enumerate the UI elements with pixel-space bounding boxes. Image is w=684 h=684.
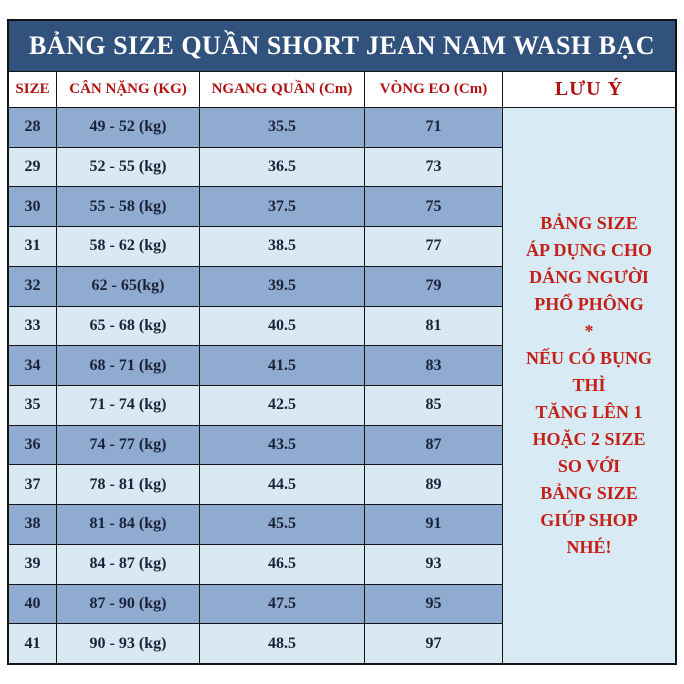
cell-waist: 91 [365, 505, 502, 544]
cell-weight: 62 - 65(kg) [57, 267, 199, 306]
cell-waist: 75 [365, 187, 502, 226]
cell-waist: 73 [365, 148, 502, 187]
cell-hip-width: 47.5 [200, 585, 364, 624]
cell-weight: 81 - 84 (kg) [57, 505, 199, 544]
cell-size: 37 [9, 465, 56, 504]
cell-waist: 79 [365, 267, 502, 306]
cell-weight: 90 - 93 (kg) [57, 624, 199, 663]
cell-size: 40 [9, 585, 56, 624]
cell-hip-width: 37.5 [200, 187, 364, 226]
cell-waist: 81 [365, 307, 502, 346]
note-line: ÁP DỤNG CHO [526, 240, 652, 260]
cell-size: 41 [9, 624, 56, 663]
note-cell [503, 108, 675, 663]
header-size: SIZE [9, 72, 56, 107]
cell-weight: 52 - 55 (kg) [57, 148, 199, 187]
note-line: SO VỚI [557, 456, 621, 476]
cell-size: 29 [9, 148, 56, 187]
cell-weight: 74 - 77 (kg) [57, 426, 199, 465]
cell-weight: 65 - 68 (kg) [57, 307, 199, 346]
cell-hip-width: 44.5 [200, 465, 364, 504]
cell-waist: 89 [365, 465, 502, 504]
cell-size: 32 [9, 267, 56, 306]
size-chart-table [7, 19, 677, 665]
cell-hip-width: 39.5 [200, 267, 364, 306]
cell-size: 39 [9, 545, 56, 584]
note-line: GIÚP SHOP [540, 510, 638, 530]
cell-hip-width: 41.5 [200, 346, 364, 385]
header-note: LƯU Ý [503, 72, 675, 107]
note-line: BẢNG SIZE [540, 213, 638, 233]
cell-hip-width: 48.5 [200, 624, 364, 663]
note-line: BẢNG SIZE [540, 483, 638, 503]
cell-hip-width: 38.5 [200, 227, 364, 266]
cell-waist: 71 [365, 108, 502, 147]
cell-size: 30 [9, 187, 56, 226]
note-line: NẾU CÓ BỤNG [525, 348, 652, 368]
note-line: HOẶC 2 SIZE [532, 429, 646, 449]
cell-size: 35 [9, 386, 56, 425]
cell-weight: 84 - 87 (kg) [57, 545, 199, 584]
cell-size: 36 [9, 426, 56, 465]
cell-waist: 97 [365, 624, 502, 663]
table-title: BẢNG SIZE QUẦN SHORT JEAN NAM WASH BẠC [9, 21, 675, 71]
note-line: THÌ [572, 375, 606, 395]
cell-waist: 87 [365, 426, 502, 465]
size-chart-grid [9, 72, 675, 663]
cell-waist: 85 [365, 386, 502, 425]
cell-hip-width: 46.5 [200, 545, 364, 584]
note-line: TĂNG LÊN 1 [535, 402, 643, 422]
note-asterisk: * [584, 321, 594, 341]
cell-size: 34 [9, 346, 56, 385]
cell-waist: 93 [365, 545, 502, 584]
cell-hip-width: 42.5 [200, 386, 364, 425]
cell-waist: 83 [365, 346, 502, 385]
cell-hip-width: 45.5 [200, 505, 364, 544]
note-line: PHỔ PHÔNG [534, 294, 644, 314]
cell-weight: 71 - 74 (kg) [57, 386, 199, 425]
cell-waist: 95 [365, 585, 502, 624]
cell-weight: 58 - 62 (kg) [57, 227, 199, 266]
cell-hip-width: 36.5 [200, 148, 364, 187]
cell-size: 38 [9, 505, 56, 544]
cell-size: 33 [9, 307, 56, 346]
note-line: NHÉ! [566, 537, 612, 557]
cell-size: 31 [9, 227, 56, 266]
cell-size: 28 [9, 108, 56, 147]
cell-weight: 78 - 81 (kg) [57, 465, 199, 504]
cell-waist: 77 [365, 227, 502, 266]
cell-weight: 55 - 58 (kg) [57, 187, 199, 226]
header-hip-width: NGANG QUẦN (Cm) [200, 72, 364, 107]
header-waist: VÒNG EO (Cm) [365, 72, 502, 107]
cell-weight: 87 - 90 (kg) [57, 585, 199, 624]
cell-hip-width: 35.5 [200, 108, 364, 147]
cell-hip-width: 43.5 [200, 426, 364, 465]
cell-weight: 68 - 71 (kg) [57, 346, 199, 385]
cell-hip-width: 40.5 [200, 307, 364, 346]
header-weight: CÂN NẶNG (KG) [57, 72, 199, 107]
cell-weight: 49 - 52 (kg) [57, 108, 199, 147]
note-line: DÁNG NGƯỜI [529, 267, 649, 287]
